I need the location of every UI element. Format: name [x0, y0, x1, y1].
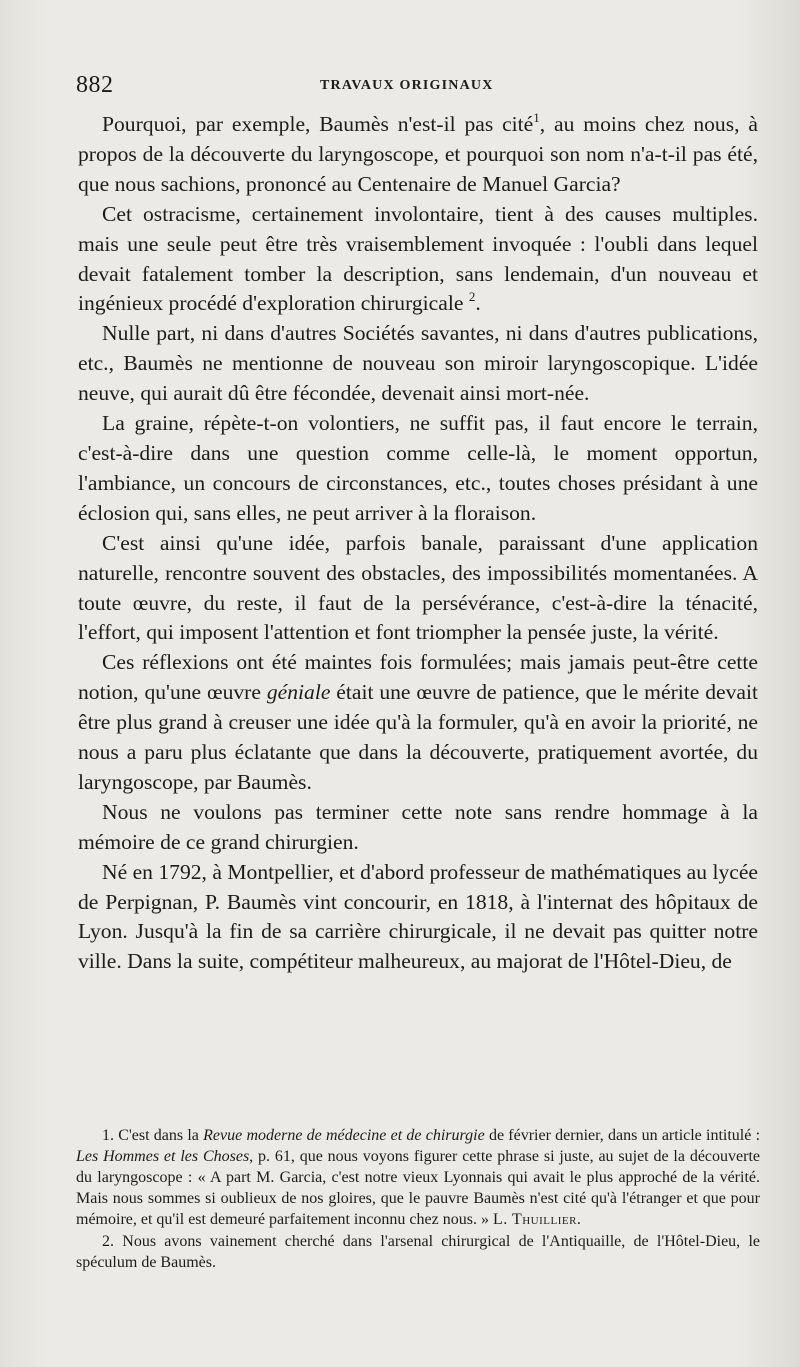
footnote-1-text: C'est dans la — [118, 1127, 199, 1144]
footnote-1-text-c: , p. 61, que nous voyons figurer cette phrase si juste, au sujet de la découverte du laryngoscope : « A part M. Garcia, c'est notre vieux Lyonnais qui avait le plus approché de la vérité. Mais nous sommes si oublieux de nos gloires, que le pauvre Baumès n'est cité qu'à l'étranger et que pour mémoire, et qu'il est demeuré parfaitement inconnu chez nous. » — [76, 1148, 761, 1228]
footnote-1-author: L. Thuillier. — [492, 1211, 582, 1228]
paragraph-1 — [78, 110, 758, 200]
paragraph-8: Né en 1792, à Montpellier, et d'abord professeur de mathématiques au lycée de Perpignan, P. Baumès vint concourir, en 1818, à l'internat des hôpitaux de Lyon. Jusqu'à la fin de sa carrière chirurgicale, il ne devait pas quitter notre ville. Dans la suite, compétiteur malheureux, au majorat de l'Hôtel-Dieu, de — [78, 859, 759, 974]
footnote-1-article: Les Hommes et les Choses — [76, 1148, 250, 1165]
paragraph-1-text-cont: , au moins chez nous, à propos de la découverte du laryngoscope, et pourquoi son nom n'a-t-il pas été, que nous sachions, prononcé au Centenaire de Manuel Garcia? — [78, 112, 758, 196]
emphasis-geniale: géniale — [266, 680, 331, 705]
main-text — [78, 110, 758, 977]
page-number: 882 — [76, 72, 114, 98]
footnote-1 — [76, 1125, 760, 1230]
paragraph-7: Nous ne voulons pas terminer cette note sans rendre hommage à la mémoire de ce grand chirurgien. — [78, 799, 758, 854]
paragraph-5: C'est ainsi qu'une idée, parfois banale, paraissant d'une application naturelle, rencontre souvent des obstacles, des impossibilités momentanées. A toute œuvre, du reste, il faut de la persévérance, c'est-à-dire la ténacité, l'effort, qui imposent l'attention et font triompher la pensée juste, la vérité. — [78, 530, 758, 645]
footnote-2-number: 2. — [102, 1233, 114, 1250]
paragraph-3: Nulle part, ni dans d'autres Sociétés savantes, ni dans d'autres publications, etc., Baumès ne mentionne de nouveau son miroir laryngoscopique. L'idée neuve, qui aurait dû être fécondée, devenait ainsi mort-née. — [78, 321, 758, 406]
paragraph-2-text: Cet ostracisme, certainement involontaire, tient à des causes multiples. mais une seule peut être très vraisemblement invoquée : l'oubli dans lequel devait fatalement tomber la description, sans lendemain, d'un nouveau et ingénieux procédé d'exploration chirurgicale — [78, 201, 758, 316]
footnote-1-text-b: de février dernier, dans un article intitulé : — [488, 1127, 761, 1144]
paragraph-2 — [78, 200, 758, 320]
paragraph-4: La graine, répète-t-on volontiers, ne suffit pas, il faut encore le terrain, c'est-à-dire dans une question comme celle-là, le moment opportun, l'ambiance, un concours de circonstances, etc., toutes choses présidant à une éclosion qui, sans elles, ne peut arriver à la floraison. — [78, 411, 758, 525]
footnote-2-text: Nous avons vainement cherché dans l'arsenal chirurgical de l'Antiquaille, de l'Hôtel-Dieu, le spéculum de Baumès. — [76, 1233, 760, 1271]
paragraph-2-text-cont: . — [475, 291, 481, 316]
footnote-ref-1: 1 — [533, 109, 540, 125]
paragraph-6 — [78, 648, 758, 798]
footnote-ref-2: 2 — [468, 289, 476, 305]
paragraph-1-text: Pourquoi, par exemple, Baumès n'est-il pas cité — [102, 112, 534, 136]
footnotes — [76, 1125, 760, 1273]
page-header — [76, 72, 760, 102]
paragraph-6-text-cont: était une œuvre de patience, que le mérite devait être plus grand à creuser une idée qu'à la formuler, qu'à en avoir la priorité, ne nous a paru plus éclatante que dans la découverte, pratiquement avortée, du laryngoscope, par Baumès. — [78, 680, 758, 794]
footnote-1-number: 1. — [102, 1127, 114, 1144]
footnote-1-journal: Revue moderne de médecine et de chirurgie — [203, 1127, 485, 1144]
paragraph-6-text: Ces réflexions ont été maintes fois formulées; mais jamais peut-être cette notion, qu'une œuvre — [78, 650, 758, 705]
running-head: TRAVAUX ORIGINAUX — [320, 78, 494, 93]
footnote-2 — [76, 1231, 760, 1273]
